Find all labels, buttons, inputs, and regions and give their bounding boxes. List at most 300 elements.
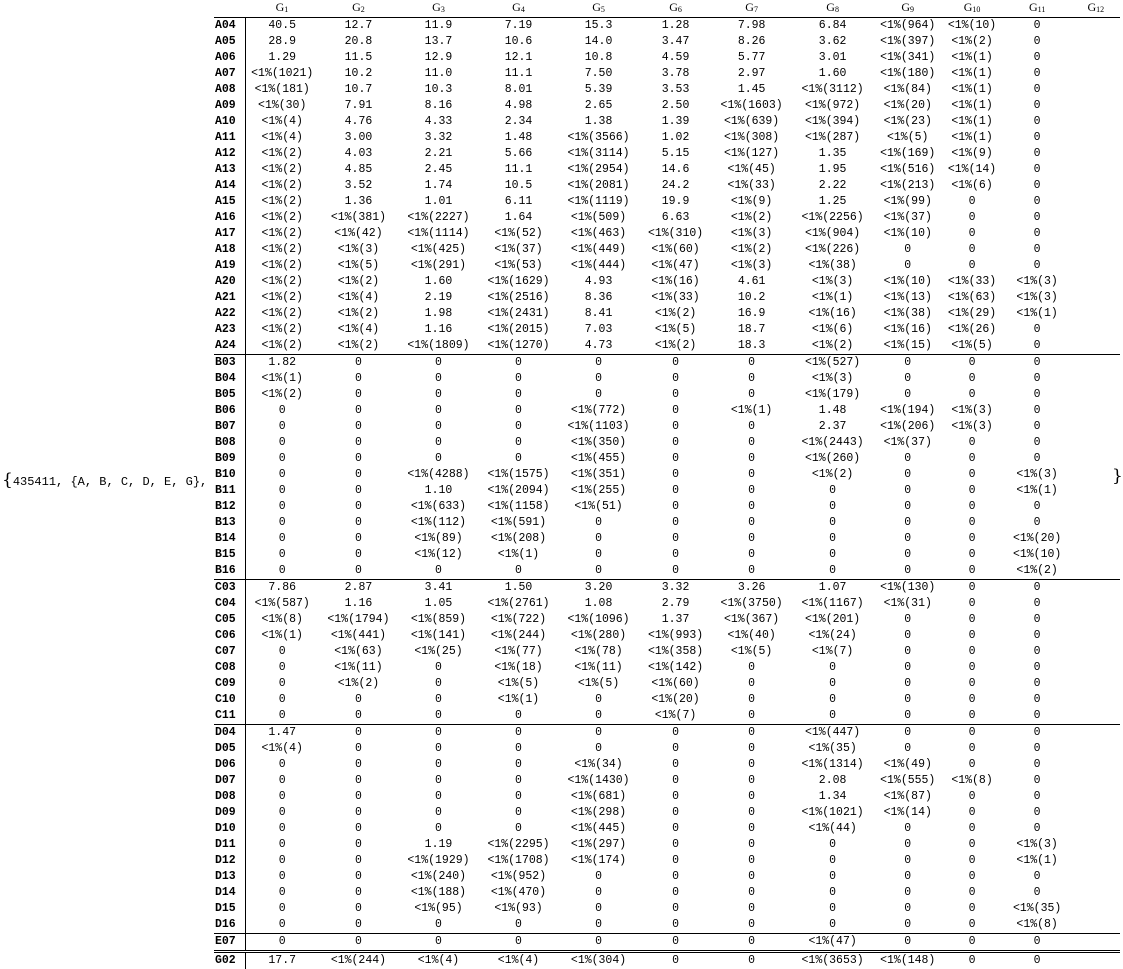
- table-cell: 0: [319, 563, 398, 580]
- table-row: [214, 338, 1120, 355]
- table-cell: 0: [319, 805, 398, 821]
- table-cell: 0: [712, 741, 791, 757]
- table-cell: 0: [941, 580, 1002, 597]
- table-cell: 7.86: [245, 580, 319, 597]
- table-cell: 0: [874, 612, 941, 628]
- table-cell: 2.79: [639, 596, 712, 612]
- table-row: [214, 628, 1120, 644]
- table-cell: 3.47: [639, 34, 712, 50]
- table-cell: 0: [479, 934, 558, 952]
- table-cell: 11.1: [479, 162, 558, 178]
- table-cell: 0: [479, 917, 558, 934]
- column-header: $G_{11}$: [1003, 0, 1072, 18]
- row-label: A15: [214, 194, 245, 210]
- table-cell: <1%(63): [941, 290, 1002, 306]
- table-cell: 1.45: [712, 82, 791, 98]
- table-cell: 18.7: [712, 322, 791, 338]
- table-cell: 1.37: [639, 612, 712, 628]
- table-cell: <1%(60): [639, 242, 712, 258]
- column-header: $G_6$: [639, 0, 712, 18]
- table-cell: 2.50: [639, 98, 712, 114]
- table-cell: <1%(1096): [558, 612, 639, 628]
- table-cell: 0: [1003, 821, 1072, 837]
- table-cell: 0: [1003, 226, 1072, 242]
- table-cell: [1072, 114, 1120, 130]
- table-cell: <1%(904): [791, 226, 874, 242]
- table-cell: <1%(2): [791, 338, 874, 355]
- table-cell: 24.2: [639, 178, 712, 194]
- table-cell: <1%(5): [558, 676, 639, 692]
- table-row: [214, 821, 1120, 837]
- table-cell: 0: [479, 563, 558, 580]
- table-cell: 2.08: [791, 773, 874, 789]
- table-cell: [1072, 210, 1120, 226]
- table-cell: 0: [245, 821, 319, 837]
- table-cell: 1.74: [398, 178, 479, 194]
- table-cell: 0: [712, 499, 791, 515]
- table-cell: [1072, 563, 1120, 580]
- table-cell: 2.97: [712, 66, 791, 82]
- table-cell: [1072, 66, 1120, 82]
- table-cell: 0: [941, 387, 1002, 403]
- table-cell: <1%(34): [558, 757, 639, 773]
- table-row: [214, 322, 1120, 338]
- row-label: B03: [214, 355, 245, 372]
- table-cell: 0: [245, 547, 319, 563]
- table-cell: 0: [558, 901, 639, 917]
- table-cell: 0: [639, 371, 712, 387]
- table-cell: 0: [874, 371, 941, 387]
- table-cell: 0: [245, 773, 319, 789]
- table-cell: <1%(2): [1003, 563, 1072, 580]
- table-cell: 0: [791, 660, 874, 676]
- table-cell: <1%(188): [398, 885, 479, 901]
- row-label: B04: [214, 371, 245, 387]
- row-label: A04: [214, 18, 245, 35]
- table-cell: 0: [941, 355, 1002, 372]
- table-cell: 0: [639, 355, 712, 372]
- table-cell: 0: [398, 741, 479, 757]
- table-cell: <1%(87): [874, 789, 941, 805]
- table-cell: <1%(1158): [479, 499, 558, 515]
- table-cell: 0: [712, 483, 791, 499]
- table-cell: <1%(194): [874, 403, 941, 419]
- table-cell: 0: [941, 563, 1002, 580]
- table-cell: 0: [1003, 580, 1072, 597]
- table-cell: [1072, 274, 1120, 290]
- table-cell: 0: [874, 355, 941, 372]
- table-cell: <1%(2443): [791, 435, 874, 451]
- row-label: A13: [214, 162, 245, 178]
- table-cell: 0: [245, 917, 319, 934]
- column-header: $G_{10}$: [941, 0, 1002, 18]
- row-label: A06: [214, 50, 245, 66]
- table-cell: 0: [1003, 725, 1072, 742]
- table-row: [214, 130, 1120, 146]
- table-cell: <1%(89): [398, 531, 479, 547]
- table-cell: 0: [319, 885, 398, 901]
- table-cell: 0: [941, 226, 1002, 242]
- table-cell: <1%(2954): [558, 162, 639, 178]
- table-cell: 0: [639, 853, 712, 869]
- row-label: B13: [214, 515, 245, 531]
- table-cell: 0: [712, 885, 791, 901]
- table-cell: 0: [712, 435, 791, 451]
- table-cell: 0: [245, 563, 319, 580]
- table-cell: <1%(35): [791, 741, 874, 757]
- table-cell: <1%(1021): [791, 805, 874, 821]
- table-cell: 0: [791, 563, 874, 580]
- table-cell: 1.64: [479, 210, 558, 226]
- table-cell: <1%(2): [245, 258, 319, 274]
- table-cell: 0: [398, 451, 479, 467]
- table-cell: <1%(35): [1003, 901, 1072, 917]
- table-cell: 0: [558, 387, 639, 403]
- table-cell: 0: [558, 725, 639, 742]
- table-cell: 0: [639, 531, 712, 547]
- table-cell: 0: [319, 757, 398, 773]
- table-cell: 0: [319, 934, 398, 952]
- table-cell: <1%(2431): [479, 306, 558, 322]
- table-cell: <1%(206): [874, 419, 941, 435]
- row-label: D16: [214, 917, 245, 934]
- table-cell: <1%(1): [479, 547, 558, 563]
- table-cell: 0: [558, 692, 639, 708]
- table-cell: <1%(441): [319, 628, 398, 644]
- table-row: [214, 34, 1120, 50]
- table-cell: <1%(1167): [791, 596, 874, 612]
- table-cell: [1072, 869, 1120, 885]
- table-cell: 5.66: [479, 146, 558, 162]
- table-cell: 1.60: [791, 66, 874, 82]
- table-cell: 0: [245, 483, 319, 499]
- table-cell: 0: [712, 563, 791, 580]
- table-cell: 0: [558, 515, 639, 531]
- table-cell: <1%(2): [245, 387, 319, 403]
- table-cell: 0: [791, 869, 874, 885]
- table-cell: 0: [319, 725, 398, 742]
- table-cell: 4.76: [319, 114, 398, 130]
- table-cell: [1072, 837, 1120, 853]
- table-cell: <1%(1): [941, 82, 1002, 98]
- table-cell: <1%(2): [639, 306, 712, 322]
- table-cell: 0: [639, 515, 712, 531]
- table-cell: [1072, 130, 1120, 146]
- table-cell: <1%(2): [245, 274, 319, 290]
- table-cell: 0: [639, 917, 712, 934]
- table-cell: 1.60: [398, 274, 479, 290]
- table-cell: 0: [1003, 612, 1072, 628]
- table-cell: 0: [1003, 50, 1072, 66]
- table-row: [214, 773, 1120, 789]
- table-cell: <1%(2): [245, 306, 319, 322]
- table-cell: 0: [791, 483, 874, 499]
- table-cell: <1%(4288): [398, 467, 479, 483]
- table-cell: 0: [319, 515, 398, 531]
- table-cell: 4.73: [558, 338, 639, 355]
- table-cell: 0: [398, 387, 479, 403]
- table-cell: [1072, 290, 1120, 306]
- table-cell: [1072, 660, 1120, 676]
- table-cell: <1%(3): [712, 226, 791, 242]
- table-cell: <1%(1): [941, 130, 1002, 146]
- table-cell: <1%(1): [941, 98, 1002, 114]
- table-cell: 0: [319, 773, 398, 789]
- table-cell: 1.34: [791, 789, 874, 805]
- table-cell: <1%(1430): [558, 773, 639, 789]
- table-cell: 5.39: [558, 82, 639, 98]
- table-row: [214, 692, 1120, 708]
- table-cell: 14.6: [639, 162, 712, 178]
- row-label: B06: [214, 403, 245, 419]
- row-label: A09: [214, 98, 245, 114]
- table-cell: 0: [639, 869, 712, 885]
- grid-table: [214, 0, 1120, 969]
- table-cell: 0: [245, 531, 319, 547]
- table-cell: <1%(287): [791, 130, 874, 146]
- table-cell: <1%(394): [791, 114, 874, 130]
- table-cell: <1%(29): [941, 306, 1002, 322]
- table-row: [214, 612, 1120, 628]
- table-cell: <1%(1): [791, 290, 874, 306]
- table-cell: <1%(1): [941, 114, 1002, 130]
- table-cell: 0: [1003, 644, 1072, 660]
- table-cell: 3.41: [398, 580, 479, 597]
- row-label: B12: [214, 499, 245, 515]
- table-cell: 0: [1003, 757, 1072, 773]
- table-cell: 0: [319, 821, 398, 837]
- table-cell: 0: [1003, 18, 1072, 35]
- table-cell: 0: [874, 547, 941, 563]
- table-cell: 0: [941, 499, 1002, 515]
- table-cell: <1%(1): [712, 403, 791, 419]
- table-cell: 1.08: [558, 596, 639, 612]
- table-cell: 0: [1003, 114, 1072, 130]
- table-cell: <1%(633): [398, 499, 479, 515]
- table-cell: [1072, 387, 1120, 403]
- table-cell: 0: [712, 821, 791, 837]
- table-cell: <1%(3): [941, 419, 1002, 435]
- table-row: [214, 596, 1120, 612]
- table-cell: 1.05: [398, 596, 479, 612]
- table-cell: 12.7: [319, 18, 398, 35]
- table-cell: 0: [941, 451, 1002, 467]
- table-cell: <1%(308): [712, 130, 791, 146]
- table-cell: 0: [712, 725, 791, 742]
- row-label: C08: [214, 660, 245, 676]
- table-cell: <1%(527): [791, 355, 874, 372]
- table-cell: 28.9: [245, 34, 319, 50]
- table-cell: 0: [874, 628, 941, 644]
- table-row: [214, 258, 1120, 274]
- table-cell: 0: [941, 757, 1002, 773]
- table-cell: [1072, 628, 1120, 644]
- table-cell: 1.82: [245, 355, 319, 372]
- table-cell: <1%(33): [639, 290, 712, 306]
- table-cell: 0: [874, 483, 941, 499]
- table-cell: 0: [712, 419, 791, 435]
- table-cell: <1%(1708): [479, 853, 558, 869]
- row-label: A14: [214, 178, 245, 194]
- table-cell: [1072, 515, 1120, 531]
- table-cell: 0: [874, 901, 941, 917]
- table-cell: 0: [874, 917, 941, 934]
- table-cell: 0: [874, 885, 941, 901]
- table-cell: 0: [639, 435, 712, 451]
- table-cell: 0: [1003, 34, 1072, 50]
- table-cell: 0: [941, 692, 1002, 708]
- table-cell: <1%(2): [245, 178, 319, 194]
- table-cell: 0: [1003, 869, 1072, 885]
- table-cell: 0: [398, 403, 479, 419]
- table-cell: 0: [398, 725, 479, 742]
- table-cell: 0: [941, 628, 1002, 644]
- table-cell: <1%(26): [941, 322, 1002, 338]
- table-cell: <1%(993): [639, 628, 712, 644]
- table-cell: 0: [874, 258, 941, 274]
- table-cell: <1%(1): [245, 371, 319, 387]
- table-cell: 0: [791, 853, 874, 869]
- table-cell: 0: [558, 934, 639, 952]
- table-row: [214, 210, 1120, 226]
- table-row: [214, 467, 1120, 483]
- table-cell: 0: [941, 531, 1002, 547]
- open-brace: {: [2, 470, 13, 490]
- table-cell: <1%(31): [874, 596, 941, 612]
- table-cell: 0: [1003, 789, 1072, 805]
- table-cell: 0: [712, 757, 791, 773]
- table-cell: 0: [479, 708, 558, 725]
- table-cell: 3.53: [639, 82, 712, 98]
- table-row: [214, 757, 1120, 773]
- table-cell: 0: [639, 934, 712, 952]
- table-cell: <1%(9): [941, 146, 1002, 162]
- row-label: G02: [214, 952, 245, 969]
- table-cell: <1%(2): [245, 162, 319, 178]
- table-cell: 0: [479, 805, 558, 821]
- table-cell: <1%(201): [791, 612, 874, 628]
- table-cell: 11.9: [398, 18, 479, 35]
- table-cell: <1%(3): [319, 242, 398, 258]
- table-cell: 0: [874, 563, 941, 580]
- column-header: $G_4$: [479, 0, 558, 18]
- table-cell: <1%(20): [1003, 531, 1072, 547]
- table-cell: 0: [1003, 130, 1072, 146]
- table-cell: <1%(9): [712, 194, 791, 210]
- table-cell: 0: [639, 952, 712, 969]
- table-cell: 0: [941, 952, 1002, 969]
- table-cell: 0: [791, 547, 874, 563]
- table-cell: 10.2: [712, 290, 791, 306]
- table-row: [214, 917, 1120, 934]
- table-cell: [1072, 451, 1120, 467]
- table-cell: [1072, 531, 1120, 547]
- table-row: [214, 98, 1120, 114]
- table-cell: <1%(2256): [791, 210, 874, 226]
- table-cell: 0: [319, 741, 398, 757]
- table-cell: 0: [941, 435, 1002, 451]
- table-cell: [1072, 757, 1120, 773]
- table-cell: <1%(2): [245, 194, 319, 210]
- row-label: B14: [214, 531, 245, 547]
- table-cell: <1%(1): [479, 692, 558, 708]
- table-cell: <1%(2227): [398, 210, 479, 226]
- table-cell: <1%(3): [1003, 290, 1072, 306]
- table-cell: 0: [874, 837, 941, 853]
- table-cell: [1072, 708, 1120, 725]
- table-cell: <1%(304): [558, 952, 639, 969]
- table-row: [214, 355, 1120, 372]
- table-cell: 10.7: [319, 82, 398, 98]
- table-cell: [1072, 242, 1120, 258]
- table-cell: [1072, 917, 1120, 934]
- table-cell: 0: [479, 371, 558, 387]
- table-cell: 0: [398, 789, 479, 805]
- table-cell: <1%(463): [558, 226, 639, 242]
- table-cell: 0: [245, 676, 319, 692]
- table-cell: 2.19: [398, 290, 479, 306]
- table-cell: 0: [712, 917, 791, 934]
- table-cell: [1072, 194, 1120, 210]
- table-cell: <1%(25): [398, 644, 479, 660]
- table-row: [214, 18, 1120, 35]
- table-cell: 0: [712, 355, 791, 372]
- table-cell: 10.6: [479, 34, 558, 50]
- table-cell: 1.16: [398, 322, 479, 338]
- table-cell: <1%(2516): [479, 290, 558, 306]
- table-cell: 0: [712, 805, 791, 821]
- table-cell: 4.93: [558, 274, 639, 290]
- table-cell: 0: [639, 403, 712, 419]
- table-cell: 0: [941, 515, 1002, 531]
- row-label: B08: [214, 435, 245, 451]
- table-cell: 0: [874, 387, 941, 403]
- table-row: [214, 869, 1120, 885]
- table-row: [214, 451, 1120, 467]
- table-cell: 0: [1003, 499, 1072, 515]
- table-cell: <1%(1629): [479, 274, 558, 290]
- table-row: [214, 580, 1120, 597]
- table-cell: <1%(63): [319, 644, 398, 660]
- table-cell: <1%(591): [479, 515, 558, 531]
- table-cell: 0: [319, 901, 398, 917]
- table-cell: 0: [874, 741, 941, 757]
- table-cell: 0: [245, 789, 319, 805]
- table-cell: 0: [941, 821, 1002, 837]
- table-cell: <1%(291): [398, 258, 479, 274]
- column-header: $G_2$: [319, 0, 398, 18]
- table-cell: <1%(77): [479, 644, 558, 660]
- table-cell: 0: [712, 692, 791, 708]
- table-cell: 0: [1003, 322, 1072, 338]
- table-cell: <1%(555): [874, 773, 941, 789]
- table-cell: 0: [639, 773, 712, 789]
- table-cell: 0: [319, 837, 398, 853]
- table-cell: 0: [1003, 146, 1072, 162]
- row-label: D10: [214, 821, 245, 837]
- table-cell: 0: [712, 547, 791, 563]
- table-cell: <1%(2761): [479, 596, 558, 612]
- table-row: [214, 934, 1120, 952]
- table-cell: 0: [712, 901, 791, 917]
- table-row: [214, 419, 1120, 435]
- row-label: A22: [214, 306, 245, 322]
- table-cell: <1%(169): [874, 146, 941, 162]
- table-cell: 0: [245, 853, 319, 869]
- table-cell: 1.28: [639, 18, 712, 35]
- table-cell: [1072, 146, 1120, 162]
- row-label: B11: [214, 483, 245, 499]
